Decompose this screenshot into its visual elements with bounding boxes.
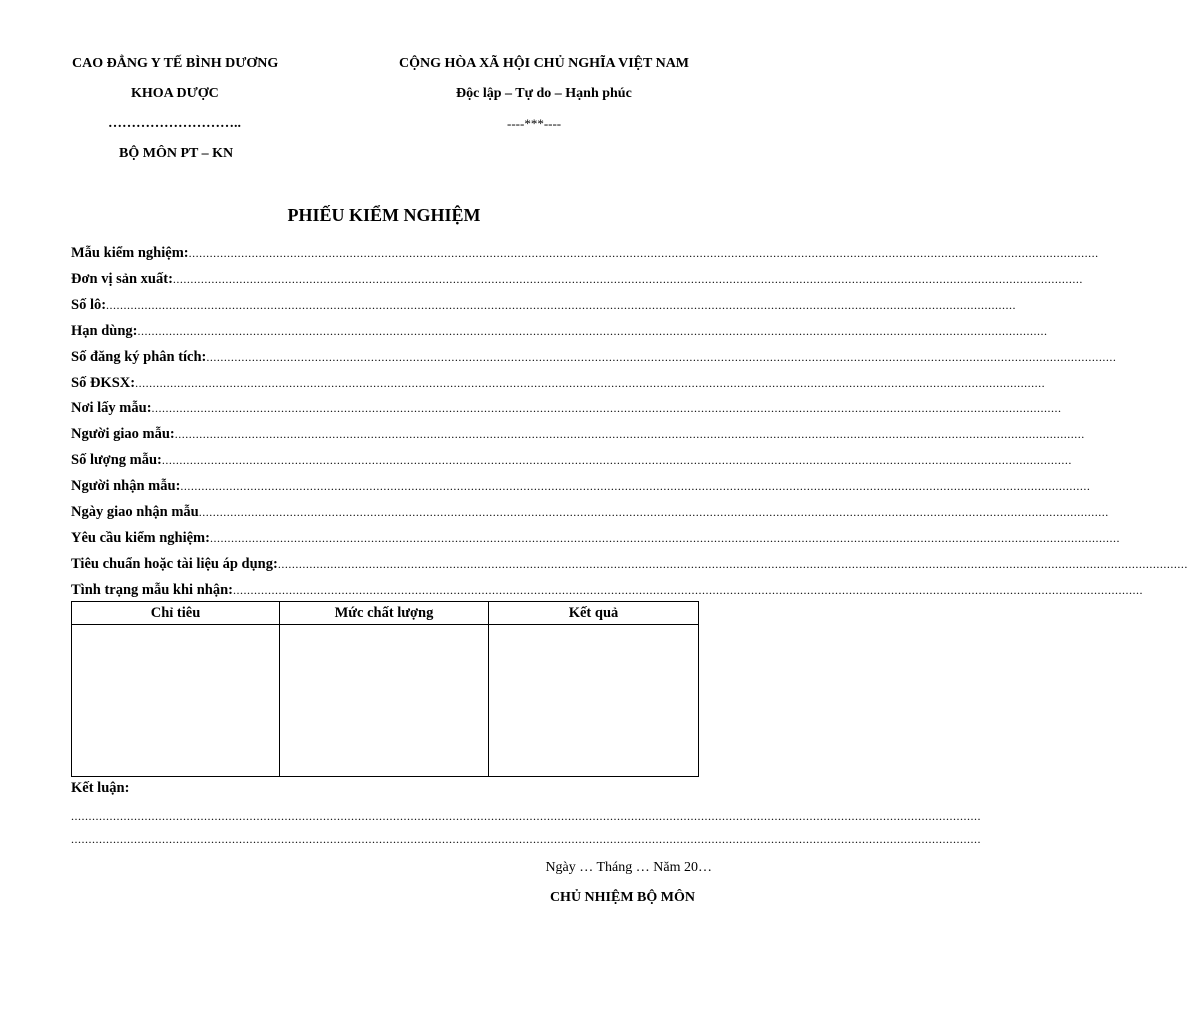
blank-unit-line: ……………………….. bbox=[108, 116, 241, 131]
national-motto: Độc lập – Tự do – Hạnh phúc bbox=[456, 86, 632, 101]
table-cell-quality-level[interactable] bbox=[280, 625, 489, 777]
results-table bbox=[71, 601, 699, 777]
form-field-dotted-line[interactable]: .................................................................................................................................................................................................................................................................... bbox=[161, 453, 1072, 468]
form-field-row[interactable] bbox=[71, 245, 1099, 265]
form-field-label: Mẫu kiểm nghiệm: bbox=[71, 245, 189, 261]
department-name: BỘ MÔN PT – KN bbox=[119, 146, 234, 161]
date-line: Ngày … Tháng … Năm 20… bbox=[545, 860, 712, 875]
form-field-row[interactable] bbox=[71, 555, 1188, 576]
form-field-row[interactable] bbox=[71, 478, 1091, 498]
form-field-label: Nơi lấy mẫu: bbox=[71, 400, 152, 417]
table-cell-criteria[interactable] bbox=[72, 625, 280, 777]
conclusion-line-1[interactable]: .................................................................................................................................................................................................................................................................... bbox=[71, 809, 981, 823]
form-field-label: Tình trạng mẫu khi nhận: bbox=[71, 581, 233, 598]
form-field-label: Ngày giao nhận mẫu bbox=[71, 504, 199, 520]
form-field-row[interactable] bbox=[71, 452, 1072, 472]
form-title: PHIẾU KIỂM NGHIỆM bbox=[287, 205, 481, 225]
faculty-name: KHOA DƯỢC bbox=[131, 86, 219, 101]
form-field-label: Số ĐKSX: bbox=[71, 374, 136, 391]
form-field-row[interactable] bbox=[71, 296, 1017, 317]
table-row bbox=[72, 625, 699, 777]
form-field-dotted-line[interactable]: .................................................................................................................................................................................................................................................................... bbox=[137, 323, 1048, 338]
form-field-dotted-line[interactable]: .................................................................................................................................................................................................................................................................... bbox=[135, 375, 1046, 390]
form-field-label: Người nhận mẫu: bbox=[71, 478, 181, 495]
form-field-dotted-line[interactable]: .................................................................................................................................................................................................................................................................... bbox=[277, 556, 1188, 571]
form-field-row[interactable] bbox=[71, 348, 1117, 369]
form-field-dotted-line[interactable]: .................................................................................................................................................................................................................................................................... bbox=[198, 505, 1109, 519]
form-field-dotted-line[interactable]: .................................................................................................................................................................................................................................................................... bbox=[209, 530, 1120, 545]
form-field-row[interactable] bbox=[71, 529, 1120, 550]
table-cell-result[interactable] bbox=[489, 625, 699, 777]
form-field-row[interactable] bbox=[71, 322, 1048, 343]
form-field-label: Tiêu chuẩn hoặc tài liệu áp dụng: bbox=[71, 555, 278, 572]
table-header-row bbox=[72, 602, 699, 625]
column-header-result: Kết quả bbox=[489, 602, 699, 625]
form-field-label: Đơn vị sản xuất: bbox=[71, 270, 173, 287]
form-field-label: Số lô: bbox=[71, 296, 107, 313]
form-field-label: Số đăng ký phân tích: bbox=[71, 348, 207, 365]
conclusion-line-2[interactable]: .................................................................................................................................................................................................................................................................... bbox=[71, 832, 981, 846]
form-field-row[interactable] bbox=[71, 270, 1083, 291]
form-field-row[interactable] bbox=[71, 374, 1046, 395]
column-header-quality-level: Mức chất lượng bbox=[280, 602, 489, 625]
header-separator: ----***---- bbox=[507, 116, 562, 131]
form-field-dotted-line[interactable]: .................................................................................................................................................................................................................................................................... bbox=[188, 246, 1099, 260]
form-field-dotted-line[interactable]: .................................................................................................................................................................................................................................................................... bbox=[106, 297, 1017, 312]
country-name: CỘNG HÒA XÃ HỘI CHỦ NGHĨA VIỆT NAM bbox=[399, 56, 690, 71]
form-field-dotted-line[interactable]: .................................................................................................................................................................................................................................................................... bbox=[151, 401, 1062, 416]
form-field-row[interactable] bbox=[71, 504, 1109, 524]
school-name: CAO ĐẲNG Y TẾ BÌNH DƯƠNG bbox=[72, 56, 279, 71]
form-field-dotted-line[interactable]: .................................................................................................................................................................................................................................................................... bbox=[172, 271, 1083, 286]
form-field-row[interactable] bbox=[71, 400, 1062, 420]
column-header-criteria: Chỉ tiêu bbox=[72, 602, 280, 625]
form-field-label: Hạn dùng: bbox=[71, 322, 138, 339]
form-field-row[interactable] bbox=[71, 426, 1085, 446]
form-field-label: Số lượng mẫu: bbox=[71, 452, 162, 469]
form-field-dotted-line[interactable]: .................................................................................................................................................................................................................................................................... bbox=[206, 349, 1117, 364]
form-field-label: Yêu cầu kiểm nghiệm: bbox=[71, 529, 210, 546]
conclusion-label: Kết luận: bbox=[71, 780, 130, 796]
signature-title: CHỦ NHIỆM BỘ MÔN bbox=[549, 890, 695, 905]
form-field-dotted-line[interactable]: .................................................................................................................................................................................................................................................................... bbox=[232, 582, 1143, 597]
form-field-label: Người giao mẫu: bbox=[71, 426, 175, 443]
form-field-row[interactable] bbox=[71, 581, 1143, 602]
form-field-dotted-line[interactable]: .................................................................................................................................................................................................................................................................... bbox=[174, 427, 1085, 442]
form-field-dotted-line[interactable]: .................................................................................................................................................................................................................................................................... bbox=[180, 479, 1091, 494]
